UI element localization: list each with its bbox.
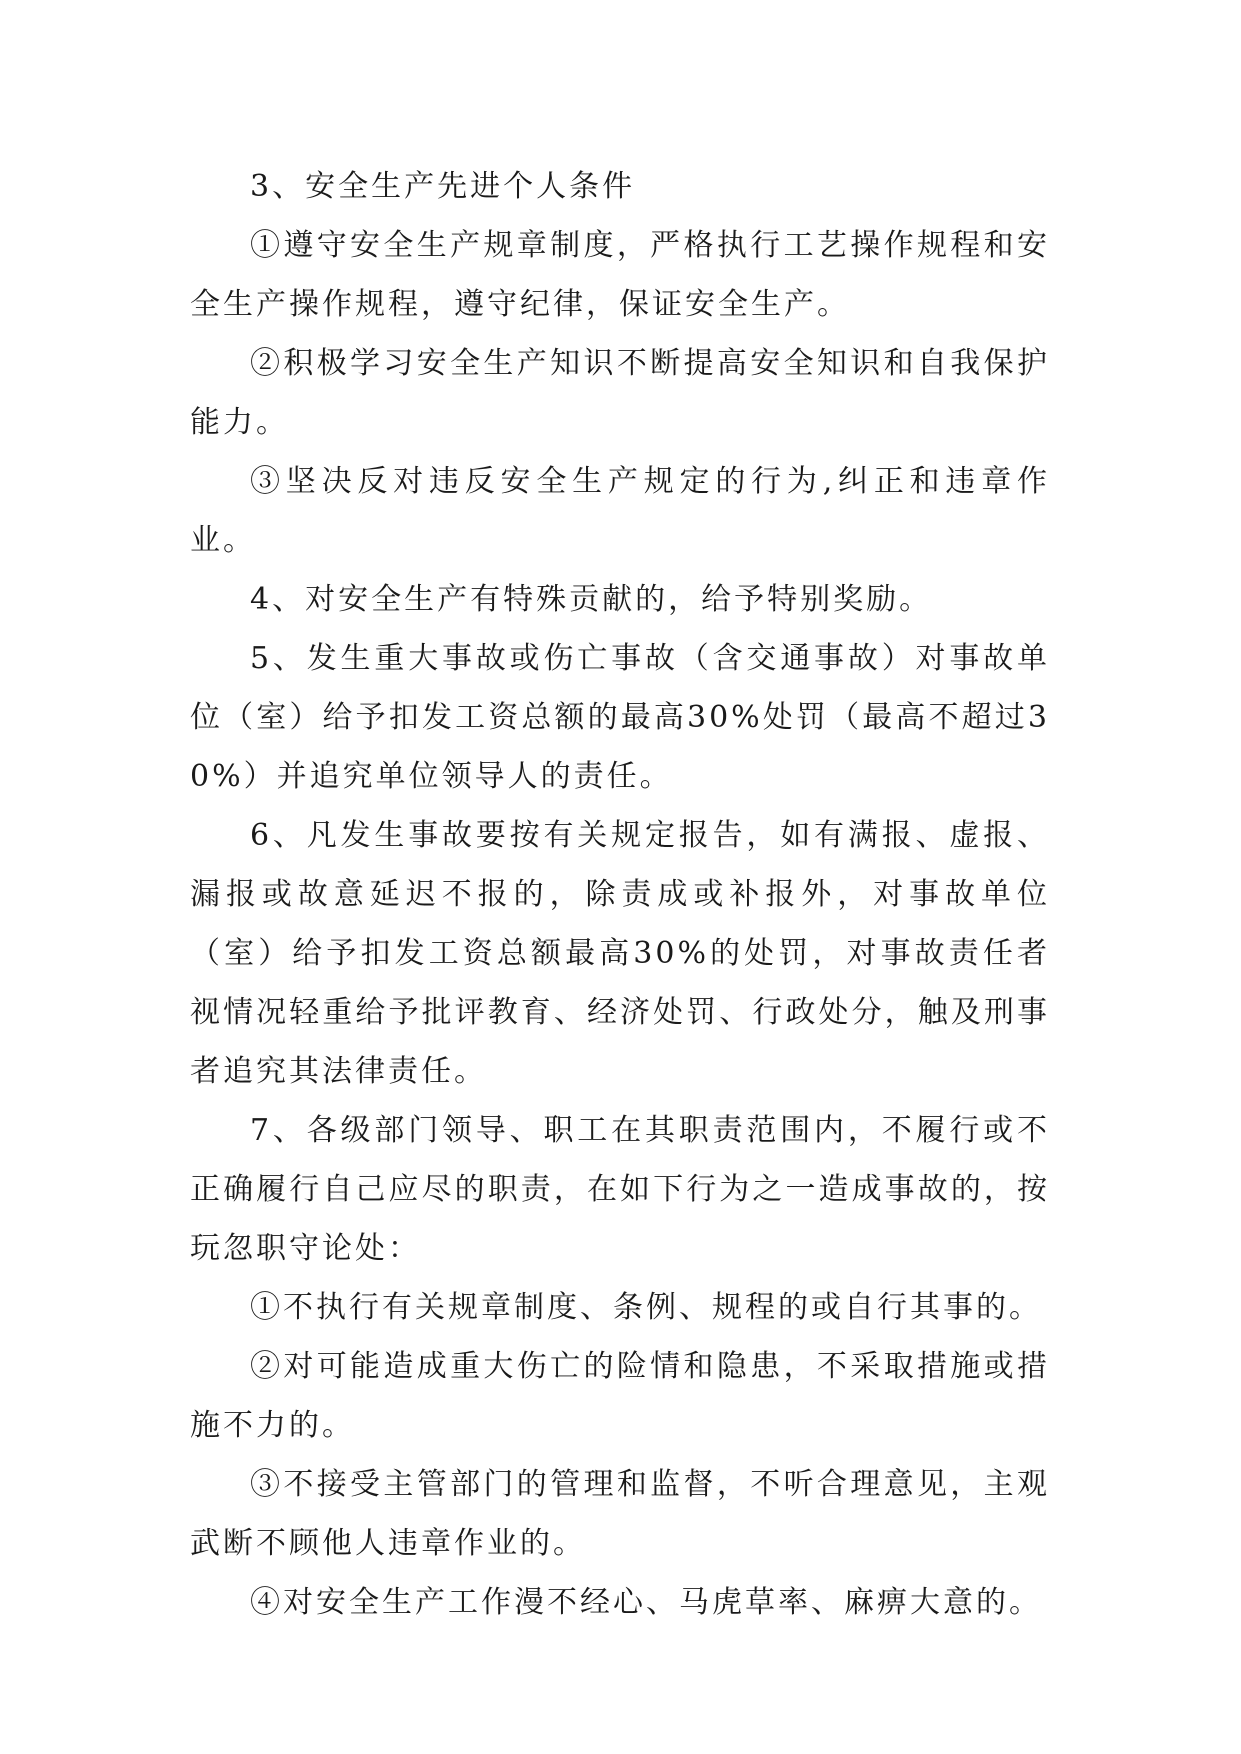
document-body: [190, 157, 1050, 1632]
paragraph-negligence-1: ①不执行有关规章制度、条例、规程的或自行其事的。: [250, 1290, 1042, 1325]
paragraph-condition-1: ①遵守安全生产规章制度，严格执行工艺操作规程和安全生产操作规程，遵守纪律，保证安全生产。: [190, 228, 1050, 322]
paragraph-negligence-4: ④对安全生产工作漫不经心、马虎草率、麻痹大意的。: [250, 1585, 1042, 1620]
paragraph-item-6: 6、凡发生事故要按有关规定报告，如有满报、虚报、漏报或故意延迟不报的，除责成或补报外，对事故单位（室）给予扣发工资总额最高30%的处罚，对事故责任者视情况轻重给予批评教育、经济处罚、行政处分，触及刑事者追究其法律责任。: [190, 818, 1050, 1089]
paragraph-item-4: 4、对安全生产有特殊贡献的，给予特别奖励。: [250, 582, 933, 617]
paragraph-item-7: 7、各级部门领导、职工在其职责范围内，不履行或不正确履行自己应尽的职责，在如下行为之一造成事故的，按玩忽职守论处：: [190, 1113, 1050, 1266]
paragraph-condition-3: ③坚决反对违反安全生产规定的行为,纠正和违章作业。: [190, 464, 1050, 558]
paragraph-condition-2: ②积极学习安全生产知识不断提高安全知识和自我保护能力。: [190, 346, 1050, 440]
paragraph-advanced-individual-heading: 3、安全生产先进个人条件: [250, 169, 636, 204]
paragraph-item-5: 5、发生重大事故或伤亡事故（含交通事故）对事故单位（室）给予扣发工资总额的最高30%处罚（最高不超过30%）并追究单位领导人的责任。: [190, 641, 1050, 794]
paragraph-negligence-2: ②对可能造成重大伤亡的险情和隐患，不采取措施或措施不力的。: [190, 1349, 1050, 1443]
paragraph-negligence-3: ③不接受主管部门的管理和监督，不听合理意见，主观武断不顾他人违章作业的。: [190, 1467, 1050, 1561]
